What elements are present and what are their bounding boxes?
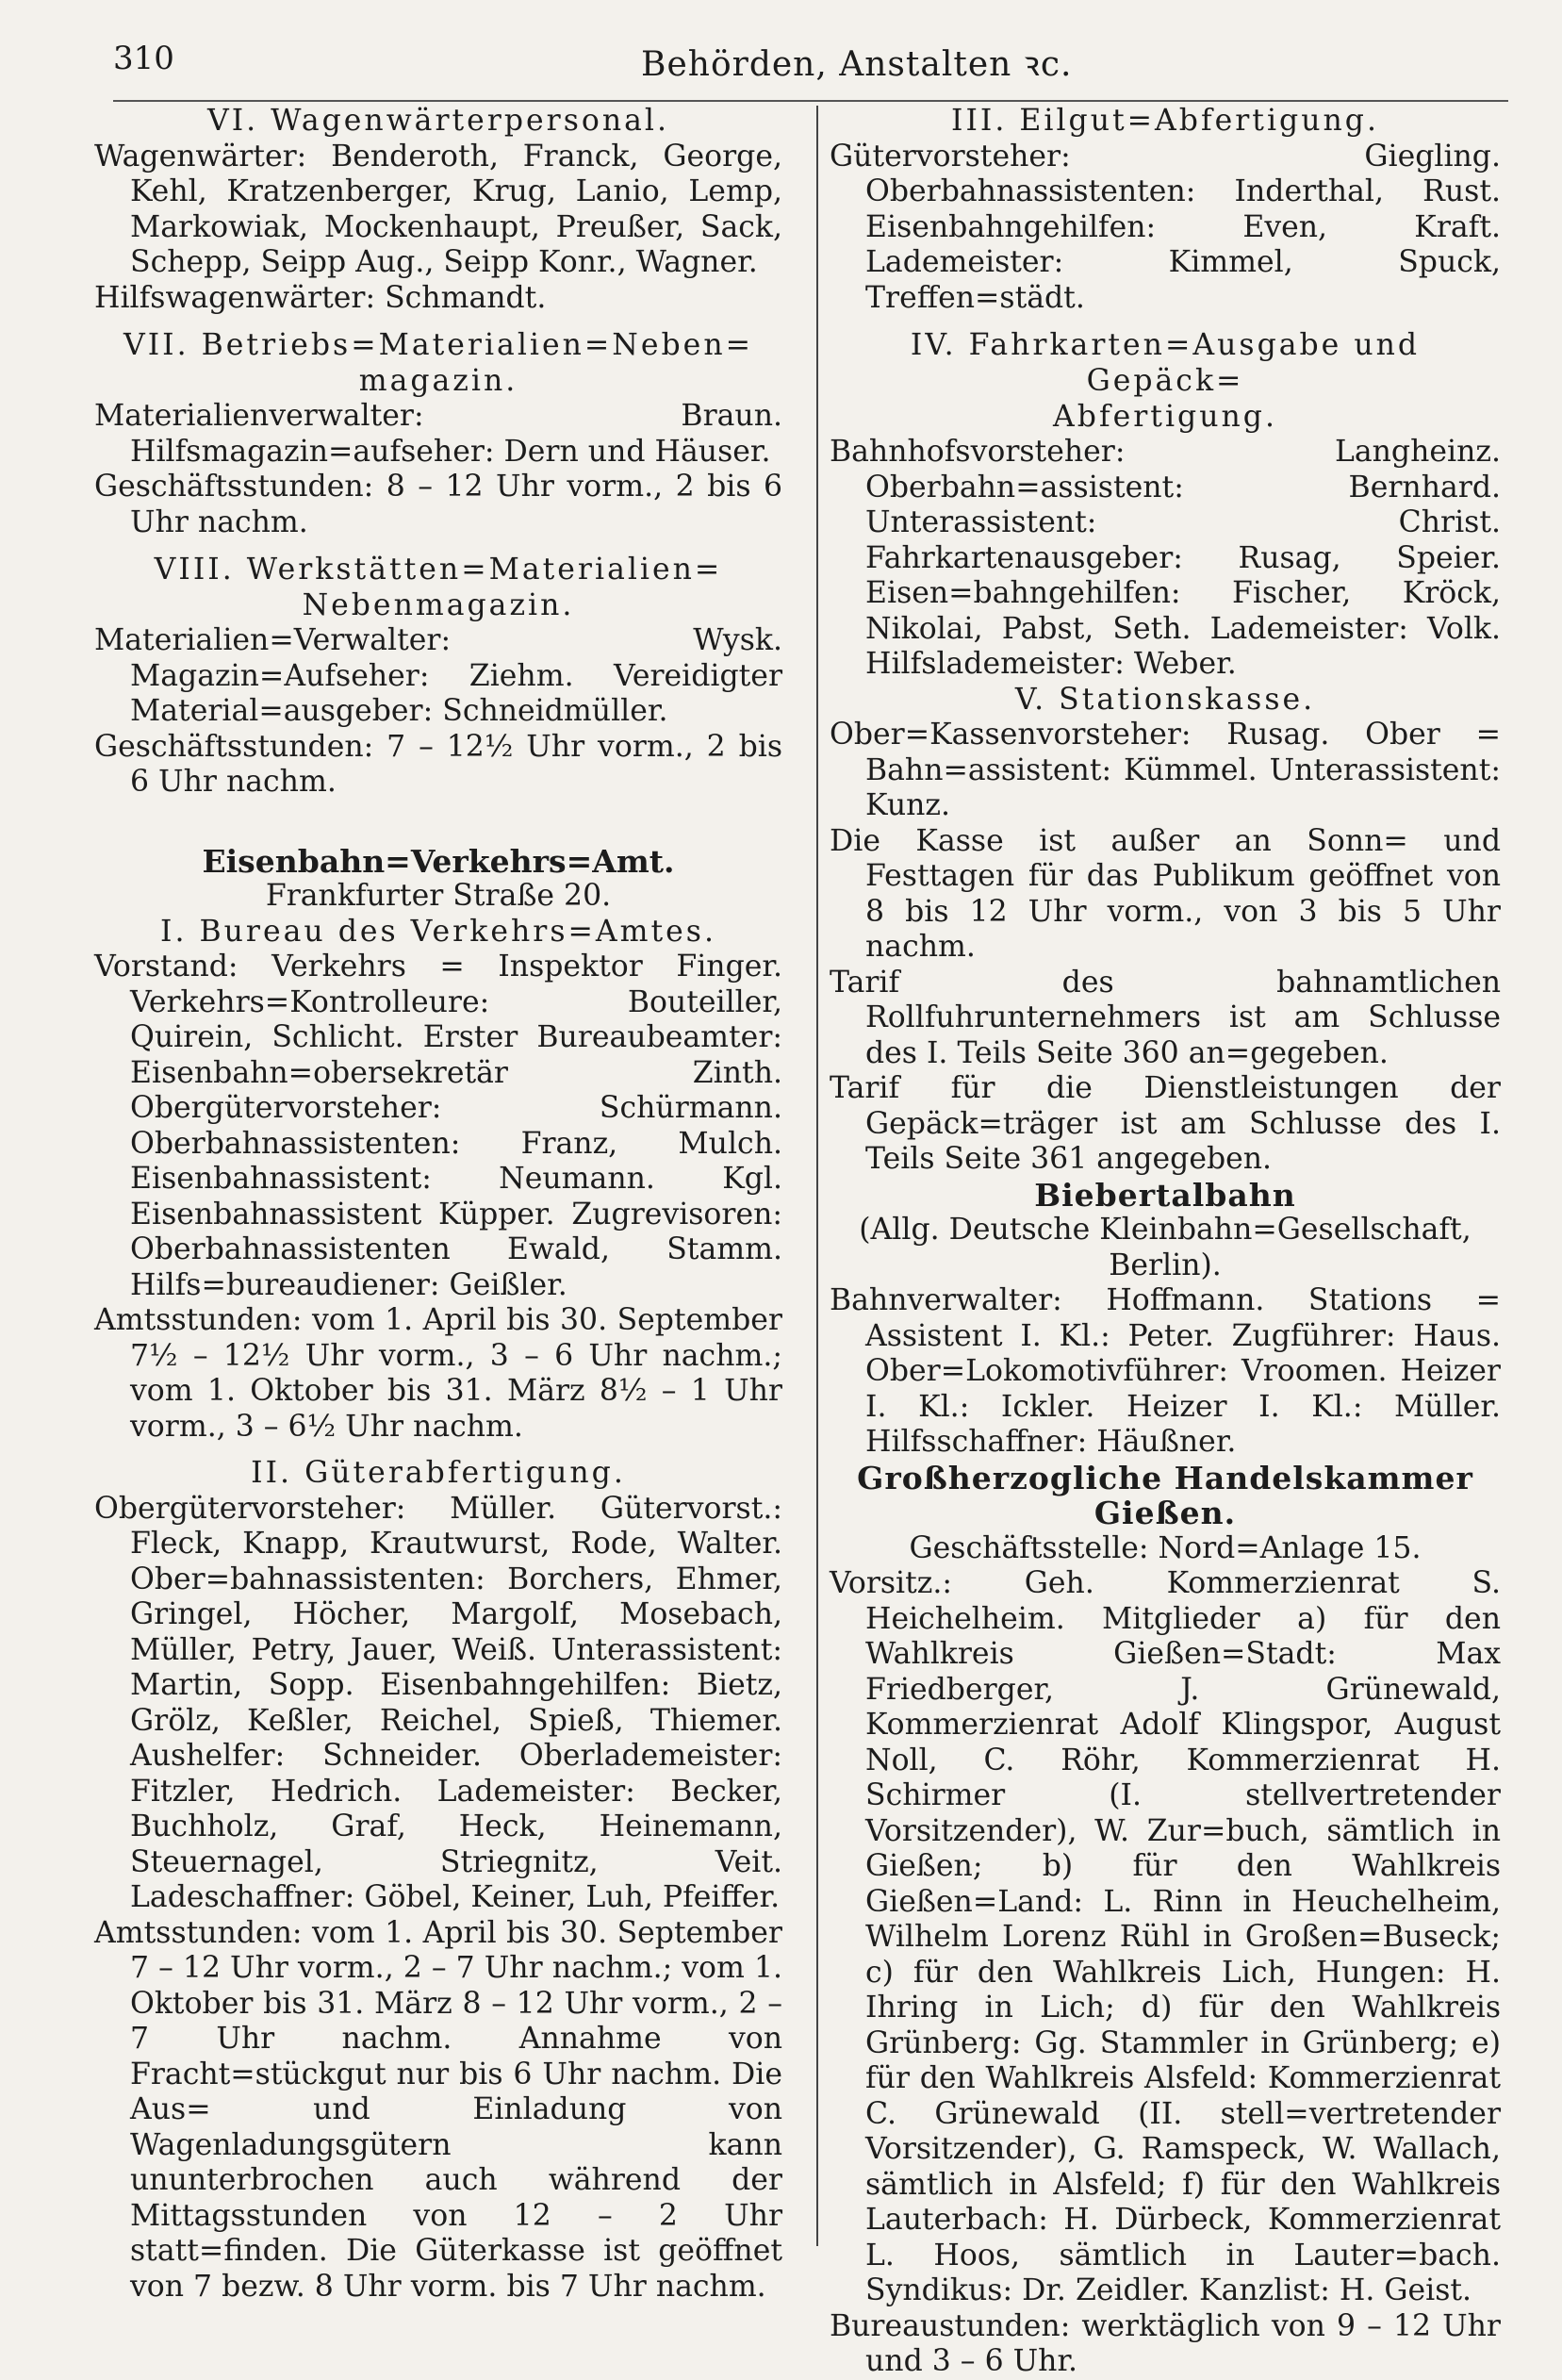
column-divider bbox=[816, 106, 818, 2246]
section-title-werkstaetten-1: VIII. Werkstätten=Materialien= bbox=[154, 553, 723, 587]
left-column bbox=[94, 104, 782, 2305]
bureau-hours: Amtsstunden: vom 1. April bis 30. September 7½ – 12½ Uhr vorm., 3 – 6 Uhr nachm.; vom 1. Oktober bis 31. März 8½ – 1 Uhr vorm., 3 – 6½ Uhr nachm. bbox=[94, 1303, 782, 1444]
header-rule bbox=[113, 100, 1508, 102]
section-title-wagenwaerter: VI. Wagenwärterpersonal. bbox=[206, 104, 670, 138]
rollfuhr-tarif-note: Tarif des bahnamtlichen Rollfuhrunternehmers ist am Schlusse des I. Teils Seite 360 an=gegeben. bbox=[830, 965, 1501, 1070]
gueterabfertigung-staff: Obergütervorsteher: Müller. Gütervorst.: Fleck, Knapp, Krautwurst, Rode, Walter. Ober=bahnassistenten: Borchers, Ehmer, Gringel, Höcher, Margolf, Mosebach, Müller, Petry, Jauer, Weiß. Unterassistent: Martin, Sopp. Eisenbahngehilfen: Bietz, Grölz, Keßler, Reichel, Spieß, Thiemer. Aushelfer: Schneider. Oberlademeister: Fitzler, Hedrich. Lademeister: Becker, Buchholz, Graf, Heck, Heinemann, Steuernagel, Striegnitz, Veit. Ladeschaffner: Göbel, Keiner, Luh, Pfeiffer. bbox=[94, 1491, 782, 1914]
biebertalbahn-staff: Bahnverwalter: Hoffmann. Stations = Assistent I. Kl.: Peter. Zugführer: Haus. Ober=Lokomotivführer: Vroomen. Heizer I. Kl.: Ickler. Heizer I. Kl.: Müller. Hilfsschaffner: Häußner. bbox=[830, 1283, 1501, 1459]
handelskammer-members: Vorsitz.: Geh. Kommerzienrat S. Heichelheim. Mitglieder a) für den Wahlkreis Gießen=Stadt: Max Friedberger, J. Grünewald, Kommerzienrat Adolf Klingspor, August Noll, C. Röhr, Kommerzienrat H. Schirmer (I. stellvertretender Vorsitzender), W. Zur=buch, sämtlich in Gießen; b) für den Wahlkreis Gießen=Land: L. Rinn in Heuchelheim, Wilhelm Lorenz Rühl in Großen=Buseck; c) für den Wahlkreis Lich, Hungen: H. Ihring in Lich; d) für den Wahlkreis Grünberg: Gg. Stammler in Grünberg; e) für den Wahlkreis Alsfeld: Kommerzienrat C. Grünewald (II. stell=vertretender Vorsitzender), G. Ramspeck, W. Wallach, sämtlich in Alsfeld; f) für den Wahlkreis Lauterbach: H. Dürbeck, Kommerzienrat L. Hoos, sämtlich in Lauter=bach. Syndikus: Dr. Zeidler. Kanzlist: H. Geist. bbox=[830, 1566, 1501, 2307]
betriebsmagazin-hours: Geschäftsstunden: 8 – 12 Uhr vorm., 2 bis 6 Uhr nachm. bbox=[94, 470, 782, 539]
section-title-betriebsmagazin-2: magazin. bbox=[358, 364, 518, 398]
page-header bbox=[113, 26, 1508, 102]
verkehrsamt-address: Frankfurter Straße 20. bbox=[265, 879, 612, 913]
section-title-betriebsmagazin-1: VII. Betriebs=Materialien=Neben= bbox=[123, 328, 753, 362]
stationskasse-staff: Ober=Kassenvorsteher: Rusag. Ober = Bahn=assistent: Kümmel. Unterassistent: Kunz. bbox=[830, 718, 1501, 822]
handelskammer-hours: Bureaustunden: werktäglich von 9 – 12 Uhr und 3 – 6 Uhr. bbox=[830, 2308, 1501, 2378]
biebertalbahn-company: (Allg. Deutsche Kleinbahn=Gesellschaft, Berlin). bbox=[859, 1213, 1472, 1282]
fahrkarten-staff: Bahnhofsvorsteher: Langheinz. Oberbahn=assistent: Bernhard. Unterassistent: Christ. Fahrkartenausgeber: Rusag, Speier. Eisen=bahngehilfen: Fischer, Kröck, Nikolai, Pabst, Seth. Lademeister: Volk. Hilfslademeister: Weber. bbox=[830, 435, 1501, 681]
biebertalbahn-title: Biebertalbahn bbox=[1034, 1176, 1296, 1214]
handelskammer-title: Großherzogliche Handelskammer Gießen. bbox=[857, 1459, 1473, 1531]
gepaecktraeger-tarif-note: Tarif für die Dienstleistungen der Gepäck=träger ist am Schlusse des I. Teils Seite 361 angegeben. bbox=[830, 1071, 1501, 1176]
handelskammer-address: Geschäftsstelle: Nord=Anlage 15. bbox=[909, 1530, 1422, 1565]
bureau-staff: Vorstand: Verkehrs = Inspektor Finger. Verkehrs=Kontrolleure: Bouteiller, Quirein, Schlicht. Erster Bureaubeamter: Eisenbahn=obersekretär Zinth. Obergütervorsteher: Schürmann. Oberbahnassistenten: Franz, Mulch. Eisenbahnassistent: Neumann. Kgl. Eisenbahnassistent Küpper. Zugrevisoren: Oberbahnassistenten Ewald, Stamm. Hilfs=bureaudiener: Geißler. bbox=[94, 950, 782, 1302]
verkehrsamt-title: Eisenbahn=Verkehrs=Amt. bbox=[202, 842, 675, 880]
eilgut-staff: Gütervorsteher: Giegling. Oberbahnassistenten: Inderthal, Rust. Eisenbahngehilfen: Even, Kraft. Lademeister: Kimmel, Spuck, Treffen=städt. bbox=[830, 139, 1501, 315]
betriebsmagazin-staff: Materialienverwalter: Braun. Hilfsmagazin=aufseher: Dern und Häuser. bbox=[94, 399, 782, 469]
gueterabfertigung-hours: Amtsstunden: vom 1. April bis 30. September 7 – 12 Uhr vorm., 2 – 7 Uhr nachm.; vom 1. Oktober bis 31. März 8 – 12 Uhr vorm., 2 – 7 Uhr nachm. Annahme von Fracht=stückgut nur bis 6 Uhr nachm. Die Aus= und Einladung von Wagenladungsgütern kann ununterbrochen auch während der Mittagsstunden von 12 – 2 Uhr statt=finden. Die Güterkasse ist geöffnet von 7 bezw. 8 Uhr vorm. bis 7 Uhr nachm. bbox=[94, 1915, 782, 2304]
hilfswagenwaerter: Hilfswagenwärter: Schmandt. bbox=[94, 280, 547, 315]
wagenwaerter-list: Wagenwärter: Benderoth, Franck, George, Kehl, Kratzenberger, Krug, Lanio, Lemp, Markowiak, Mockenhaupt, Preußer, Sack, Schepp, Seipp Aug., Seipp Konr., Wagner. bbox=[94, 139, 782, 279]
section-title-eilgut: III. Eilgut=Abfertigung. bbox=[951, 104, 1379, 138]
werkstaetten-staff: Materialien=Verwalter: Wysk. Magazin=Aufseher: Ziehm. Vereidigter Material=ausgeber: Schneidmüller. bbox=[94, 623, 782, 728]
section-title-werkstaetten-2: Nebenmagazin. bbox=[302, 588, 575, 622]
section-title-stationskasse: V. Stationskasse. bbox=[1014, 682, 1316, 717]
section-title-gueterabfertigung: II. Güterabfertigung. bbox=[251, 1456, 626, 1490]
page-number: 310 bbox=[113, 40, 174, 77]
right-column bbox=[830, 104, 1501, 2380]
running-head: Behörden, Anstalten ꝛc. bbox=[641, 45, 1073, 84]
section-title-bureau: I. Bureau des Verkehrs=Amtes. bbox=[160, 914, 716, 949]
stationskasse-hours: Die Kasse ist außer an Sonn= und Festtagen für das Publikum geöffnet von 8 bis 12 Uhr vorm., von 3 bis 5 Uhr nachm. bbox=[830, 823, 1501, 964]
section-title-fahrkarten-1: IV. Fahrkarten=Ausgabe und Gepäck= bbox=[910, 328, 1421, 398]
section-title-fahrkarten-2: Abfertigung. bbox=[1053, 400, 1277, 434]
werkstaetten-hours: Geschäftsstunden: 7 – 12½ Uhr vorm., 2 bis 6 Uhr nachm. bbox=[94, 729, 782, 799]
